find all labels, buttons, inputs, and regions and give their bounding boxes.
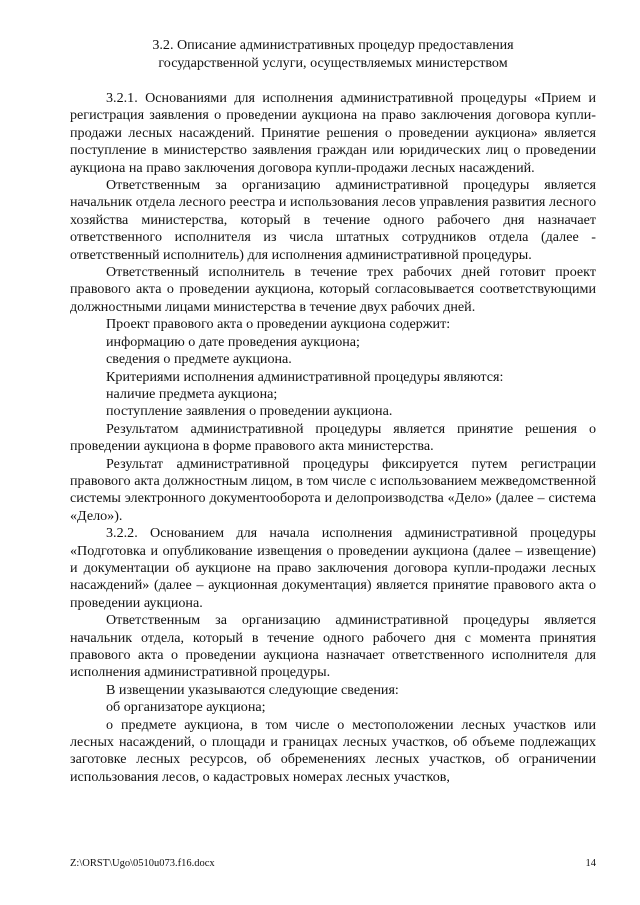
paragraph: Критериями исполнения административной процедуры являются: bbox=[106, 368, 504, 385]
paragraph: сведения о предмете аукциона. bbox=[106, 351, 292, 368]
paragraph: наличие предмета аукциона; bbox=[106, 385, 278, 402]
heading-line-2: государственной услуги, осуществляемых министерством bbox=[158, 55, 508, 71]
paragraph: Проект правового акта о проведении аукциона содержит: bbox=[106, 316, 451, 333]
heading-line-1: 3.2. Описание административных процедур предоставления bbox=[152, 37, 514, 53]
page-number: 14 bbox=[585, 858, 596, 869]
document-body bbox=[70, 90, 596, 786]
paragraph: 3.2.2. Основанием для начала исполнения административной процедуры «Подготовка и опубликование извещения о проведении аукциона (далее – извещение) и документации об аукционе на право заключения договора купли-продажи лесных насаждений» (далее – аукционная документация) является принятие правового акта о проведении аукциона. bbox=[70, 525, 596, 611]
paragraph: 3.2.1. Основаниями для исполнения административной процедуры «Прием и регистрация заявления о проведении аукциона на право заключения договора купли-продажи лесных насаждений. Принятие решения о проведении аукциона» является поступление в министерство заявления граждан или юридических лиц о проведении аукциона на право заключения договора купли-продажи лесных насаждений. bbox=[70, 90, 596, 176]
paragraph: о предмете аукциона, в том числе о местоположении лесных участков или лесных насаждений, о площади и границах лесных участков, об объеме подлежащих заготовке лесных ресурсов, об обременениях лесных участков, об ограничении использования лесов, о кадастровых номерах лесных участков, bbox=[70, 716, 596, 785]
paragraph: информацию о дате проведения аукциона; bbox=[106, 333, 360, 350]
paragraph: об организаторе аукциона; bbox=[106, 699, 266, 716]
paragraph: Результатом административной процедуры является принятие решения о проведении аукциона в форме правового акта министерства. bbox=[70, 420, 596, 455]
file-path: Z:\ORST\Ugo\0510u073.f16.docx bbox=[70, 858, 215, 869]
paragraph: В извещении указываются следующие сведения: bbox=[106, 681, 399, 698]
paragraph: Ответственным за организацию административной процедуры является начальник отдела, который в течение одного рабочего дня с момента принятия правового акта о проведении аукциона назначает ответственного исполнителя для исполнения административной процедуры. bbox=[70, 612, 596, 681]
paragraph: Ответственным за организацию административной процедуры является начальник отдела лесного реестра и использования лесов управления развития лесного хозяйства министерства, который в течение одного рабочего дня назначает ответственного исполнителя из числа штатных сотрудников отдела (далее - ответственный исполнитель) для исполнения административной процедуры. bbox=[70, 177, 596, 263]
section-heading bbox=[70, 36, 596, 72]
paragraph: Ответственный исполнитель в течение трех рабочих дней готовит проект правового акта о проведении аукциона, который согласовывается соответствующими должностными лицами министерства в течение двух рабочих дней. bbox=[70, 264, 596, 315]
paragraph: Результат административной процедуры фиксируется путем регистрации правового акта должностным лицом, в том числе с использованием межведомственной системы электронного документооборота и делопроизводства «Дело» (далее – система «Дело»). bbox=[70, 455, 596, 524]
paragraph: поступление заявления о проведении аукциона. bbox=[106, 403, 393, 420]
